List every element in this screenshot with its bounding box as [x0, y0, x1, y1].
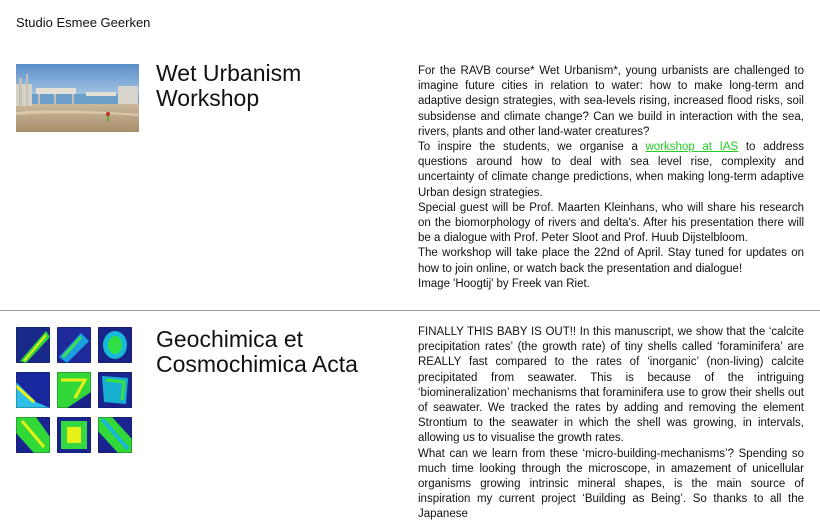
post-paragraph: For the RAVB course* Wet Urbanism*, young urbanists are challenged to imagine future cities in relation to water: how to make long-term and adaptive design strategies, with sea-levels rising, increased flood risks, soil subsidense and climate change? Can we build in interaction with the sea, rivers, plants and other land-water creatures? [418, 65, 804, 138]
post-body [418, 64, 804, 292]
post-paragraph: FINALLY THIS BABY IS OUT!! In this manuscript, we show that the ‘calcite precipitation rates’ (the growth rate) of tiny shells called ‘foraminifera’ are REALLY fast compared to the rates of ‘inorganic’ (non-living) calcite precipitated from seawater. This is because of the intriguing ‘biomineralization’ mechanisms that foraminifera use to grow their shells out of seawater. We tracked the rates by adding and removing the element Strontium to the seawater in which the shell was growing, in intervals, allowing us to visualise the growth rates. [418, 326, 804, 445]
post-title[interactable] [156, 327, 396, 377]
paragraph-text: To inspire the students, we organise a [418, 141, 646, 154]
microscopy-tile [98, 327, 132, 363]
microscopy-tile [16, 372, 50, 408]
post-paragraph: The workshop will take place the 22nd of April. Stay tuned for updates on how to join online, or watch back the presentation and dialogue! [418, 247, 804, 275]
post-title-line1: Wet Urbanism [156, 60, 302, 86]
microscopy-tile [57, 417, 91, 453]
post-title-line1: Geochimica et [156, 326, 304, 352]
site-title[interactable]: Studio Esmee Geerken [16, 15, 151, 30]
post-paragraph: Special guest will be Prof. Maarten Kleinhans, who will share his research on the biomorphology of rivers and delta's. After his presentation there will be a dialogue with Prof. Peter Sloot and Prof. Huub Dijstelbloom. [418, 201, 804, 245]
hoogtij-image [16, 64, 139, 132]
post-paragraph: What can we learn from these ‘micro-building-mechanisms’? Spending so much time looking through the microscope, in amazement of unicellular organisms growing intrinsic mineral shapes, is the main source of inspiration my current project ‘Building as Being’. So thanks to all the Japanese [418, 447, 804, 521]
microscopy-tile [57, 372, 91, 408]
post-thumbnail-foraminifera[interactable] [16, 327, 139, 455]
workshop-link[interactable]: workshop at IAS [645, 141, 739, 154]
post-paragraph: Image 'Hoogtij' by Freek van Riet. [418, 277, 590, 290]
post-thumbnail-hoogtij[interactable] [16, 64, 139, 132]
microscopy-tile [16, 417, 50, 453]
microscopy-tile [98, 417, 132, 453]
post-title-line2: Workshop [156, 85, 260, 111]
entry-divider [0, 310, 820, 311]
post-body [418, 325, 804, 523]
microscopy-tile [57, 327, 91, 363]
paragraph-text: to address questions around how to deal with sea level rise, complexity and uncertainty of climate change predictions, when making long-term adaptive Urban design strategies. [418, 141, 804, 199]
post-title-line2: Cosmochimica Acta [156, 351, 358, 377]
post-title[interactable] [156, 61, 396, 111]
post-paragraph-with-link [418, 140, 804, 201]
microscopy-tile [98, 372, 132, 408]
microscopy-tile [16, 327, 50, 363]
